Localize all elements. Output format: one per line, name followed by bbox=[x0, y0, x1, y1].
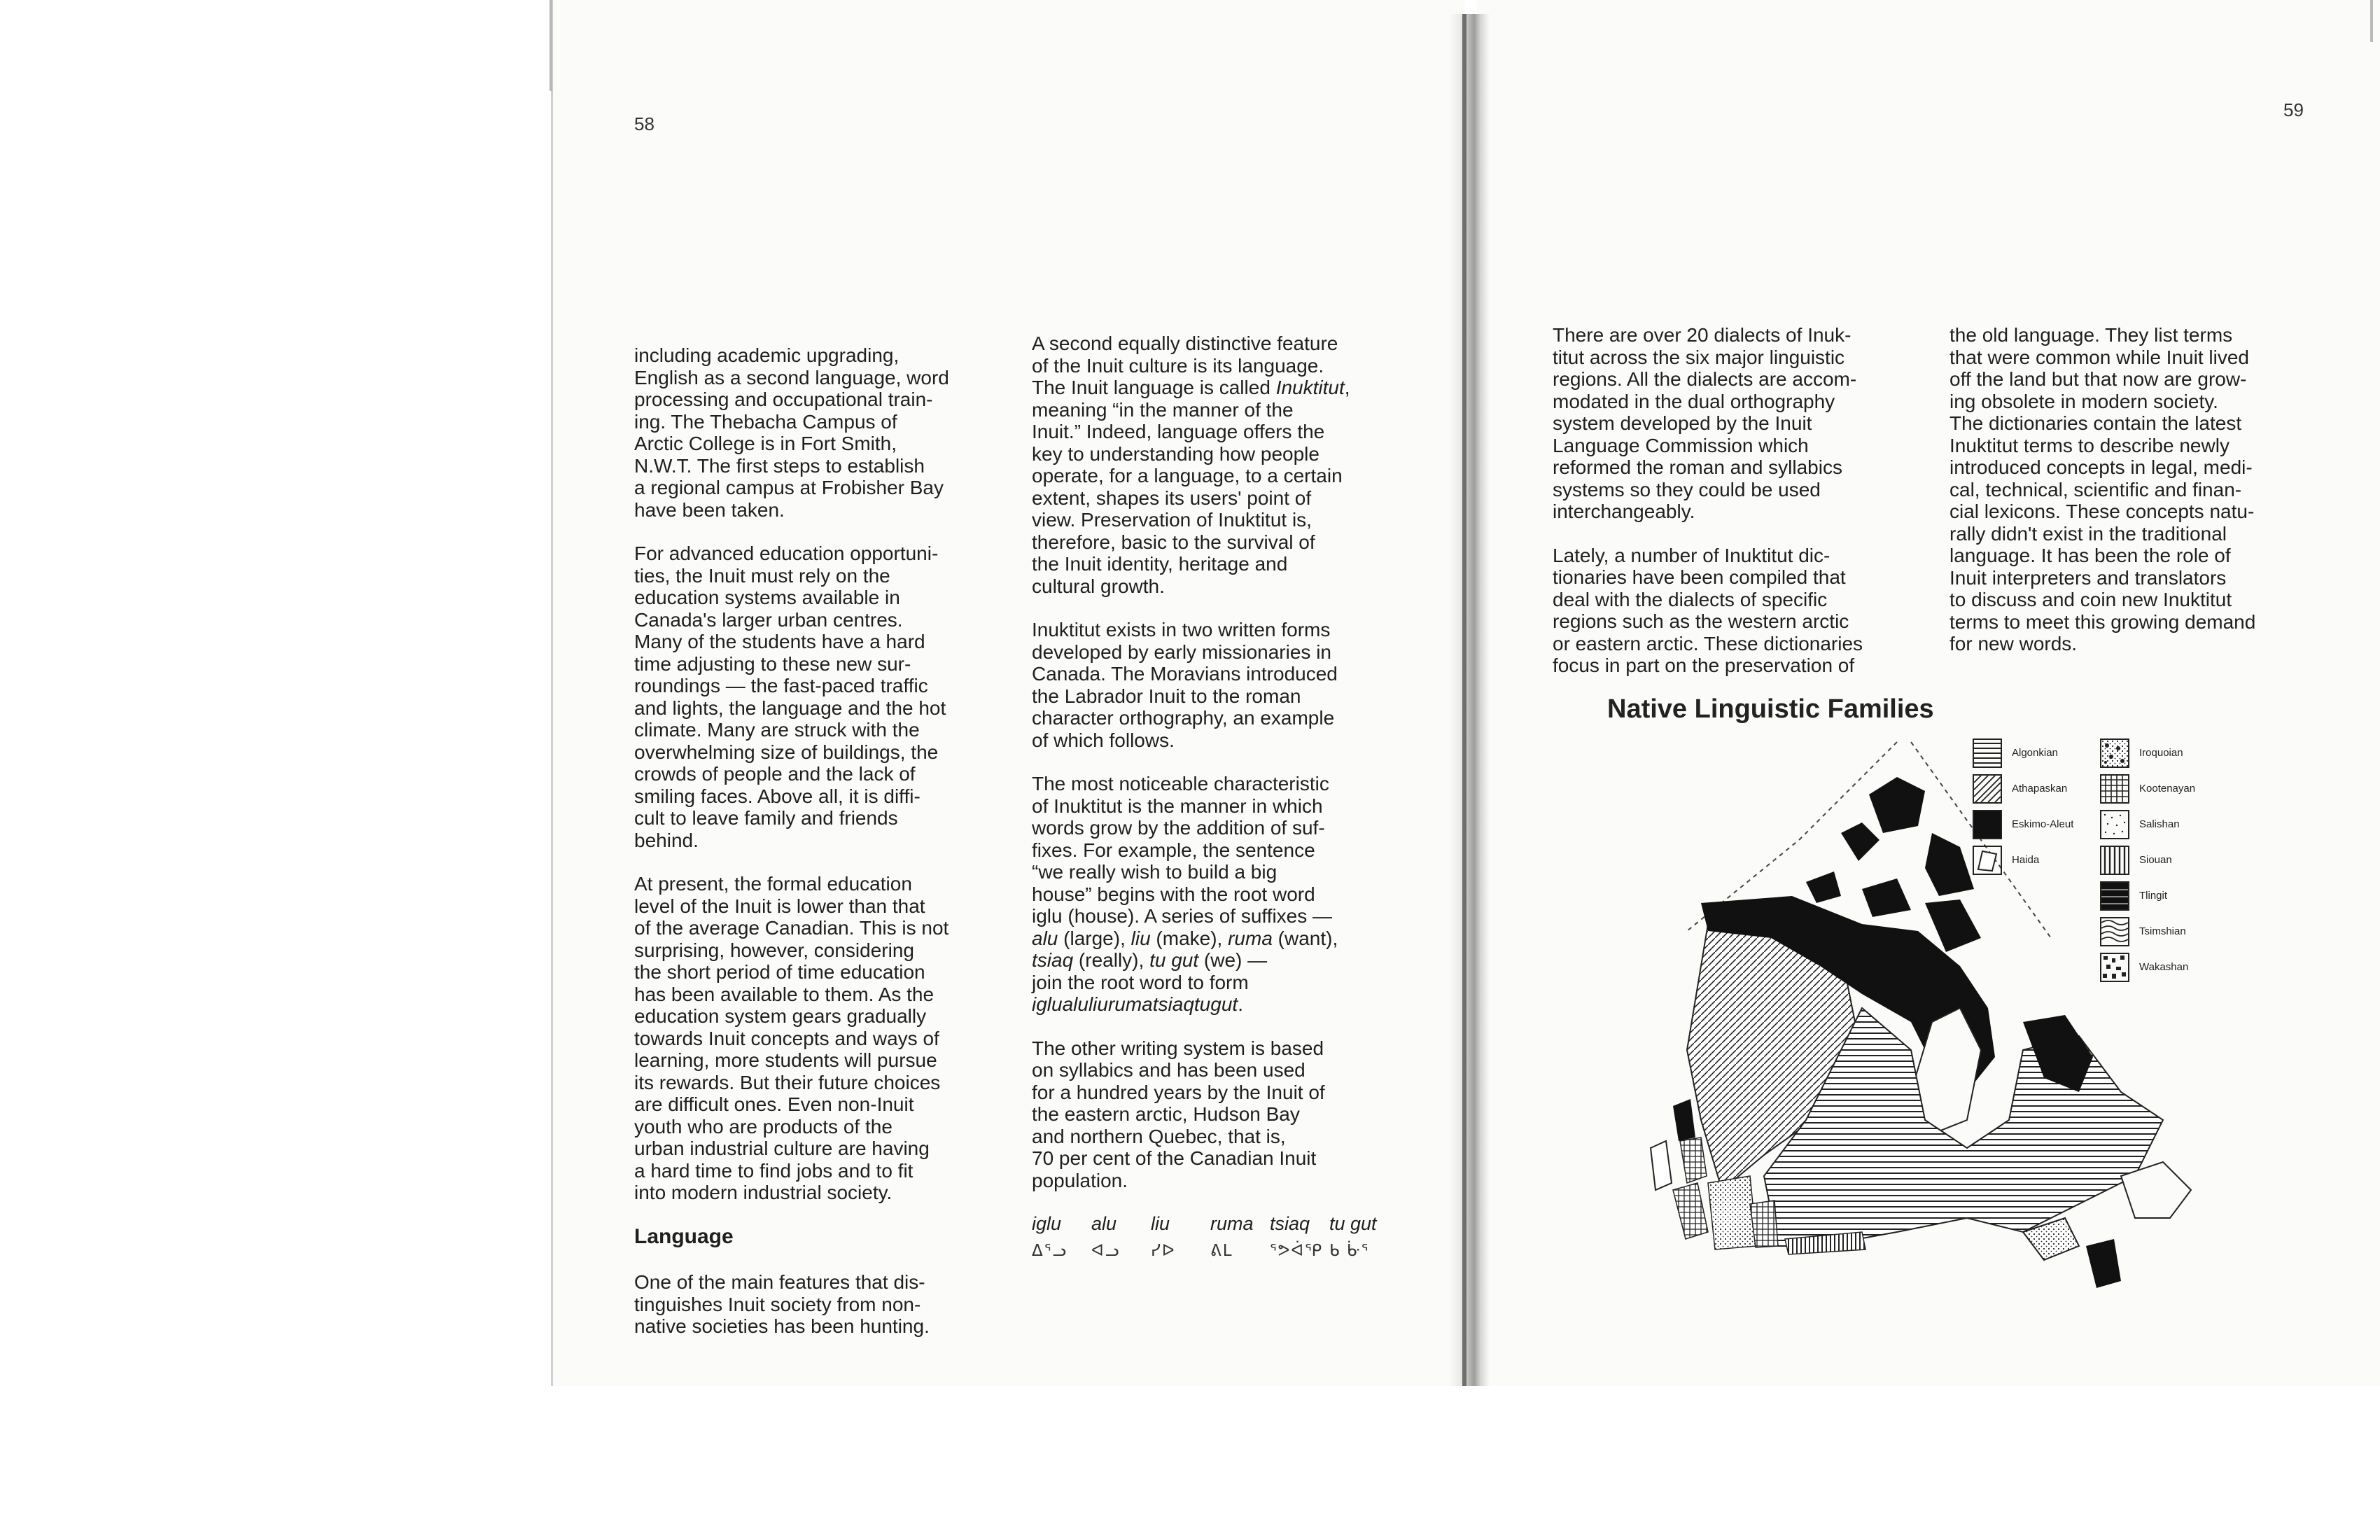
roman-orthography-example bbox=[1032, 1213, 1389, 1236]
legend-item-tsimshian: Tsimshian bbox=[2100, 913, 2195, 949]
map-region-kootenayan bbox=[1750, 1200, 1778, 1247]
syllabic-word: ᑲ ᒁᕐ bbox=[1329, 1240, 1370, 1259]
left-page-column-1 bbox=[634, 344, 984, 1359]
map-region-salishan bbox=[1708, 1176, 1757, 1250]
legend-item-athapaskan: Athapaskan bbox=[1973, 771, 2073, 806]
syllabic-word: ᐊᓗ bbox=[1091, 1240, 1121, 1259]
paragraph-inuktitut-intro: A second equally distinctive feature of the Inuit culture is its language. The Inuit language is called Inuktitut, meaning “in the manner of the Inuit.” Indeed, language offers the key to understanding how people operate, for a language, to a certain extent, shapes its users' point of view. Preservation of Inuktitut is, therefore, basic to the survival of the Inuit identity, heritage and cultural growth. bbox=[1032, 332, 1350, 597]
map-region-tlingit bbox=[1673, 1099, 1695, 1141]
legend-item-wakashan: Wakashan bbox=[2100, 949, 2195, 985]
scan-edge-mark bbox=[550, 0, 552, 91]
book-gutter-line bbox=[1462, 14, 1466, 1386]
map-region-tsimshian bbox=[1680, 1138, 1707, 1183]
roman-word: liu bbox=[1151, 1213, 1170, 1234]
page-number-58: 58 bbox=[634, 113, 654, 134]
paragraph: For advanced education opportuni- ties, the Inuit must rely on the education systems available in Canada's larger urban centres. Many of the students have a hard time adjusting to these new sur- roundings — the fast-paced traffic and lights, the language and the hot climate. Many are struck with the overwhelming size of buildings, the crowds of people and the lack of smiling faces. Above all, it is diffi- cult to leave family and friends behind. bbox=[634, 542, 946, 851]
paragraph: Inuktitut exists in two written forms developed by early missionaries in Canada. The Moravians introduced the Labrador Inuit to the roman character orthography, an example of which follows. bbox=[1032, 619, 1338, 751]
mottled-swatch bbox=[2100, 953, 2129, 982]
scan-edge-mark bbox=[2370, 0, 2373, 42]
arctic-island bbox=[1925, 833, 1974, 896]
roman-word: alu bbox=[1091, 1213, 1117, 1234]
syllabic-orthography-example bbox=[1032, 1240, 1389, 1262]
paragraph: Lately, a number of Inuktitut dic- tionaries have been compiled that deal with the dialects of specific regions such as the western arctic or eastern arctic. These dictionaries focus in part on the preservation of bbox=[1553, 544, 1863, 676]
map-legend-left bbox=[1973, 735, 2073, 878]
paragraph: including academic upgrading, English as a second language, word processing and occupational train- ing. The Thebacha Campus of Arctic College is in Fort Smith, N.W.T. The first steps to establish a regional campus at Frobisher Bay have been taken. bbox=[634, 344, 949, 521]
map-region-wakashan bbox=[1673, 1183, 1708, 1239]
roman-word: tsiaq bbox=[1270, 1213, 1310, 1234]
grid-swatch bbox=[2100, 774, 2129, 804]
paragraph: the old language. They list terms that were common while Inuit lived off the land but that now are grow- ing obsolete in modern society. The dictionaries contain the latest Inuktitut terms to describe newly introduced concepts in legal, medi- cal, technical, scientific and finan- cial lexicons. These concepts natu- rally didn't exist in the traditional language. It has been the role of Inuit interpreters and translators to discuss and coin new Inuktitut terms to meet this growing demand for new words. bbox=[1949, 324, 2256, 654]
horizontal-lines-swatch bbox=[1973, 738, 2002, 768]
syllabic-word: ᕐᕗᐋᕿ bbox=[1270, 1240, 1324, 1259]
solid-black-swatch bbox=[1973, 810, 2002, 839]
right-page-column-1 bbox=[1553, 324, 1903, 699]
book-gutter-shadow bbox=[1449, 14, 1490, 1386]
arctic-island bbox=[1862, 878, 1911, 917]
figure-title: Native Linguistic Families bbox=[1607, 694, 1934, 724]
left-page-column-2 bbox=[1032, 332, 1382, 1261]
legend-item-tlingit: Tlingit bbox=[2100, 878, 2195, 913]
page-number-59: 59 bbox=[2283, 99, 2304, 120]
syllabic-word: ᕕᒪ bbox=[1210, 1240, 1233, 1259]
paragraph: At present, the formal education level of the Inuit is lower than that of the average Canadian. This is not surprising, however, considering the short period of time education has been available to them. As the education system gears gradually towards Inuit concepts and ways of learning, more students will pursue its rewards. But their future choices are difficult ones. Even non-Inuit youth who are products of the urban industrial culture are having a hard time to find jobs and to fit into modern industrial society. bbox=[634, 873, 949, 1203]
legend-item-algonkian: Algonkian bbox=[1973, 735, 2073, 771]
syllabic-word: ᐃᕐᓗ bbox=[1032, 1240, 1068, 1259]
right-page-column-2 bbox=[1949, 324, 2300, 677]
wavy-lines-swatch bbox=[2100, 917, 2129, 946]
section-heading-language: Language bbox=[634, 1224, 734, 1248]
arctic-island bbox=[1841, 822, 1879, 861]
paragraph: One of the main features that dis- tinguishes Inuit society from non- native societies has been hunting. bbox=[634, 1271, 930, 1337]
paragraph: The other writing system is based on syllabics and has been used for a hundred years by the Inuit of the eastern arctic, Hudson Bay and northern Quebec, that is, 70 per cent of the Canadian Inuit population. bbox=[1032, 1037, 1325, 1191]
dense-dots-swatch bbox=[2100, 738, 2129, 768]
paragraph: There are over 20 dialects of Inuk- titut across the six major linguistic regions. All the dialects are accom- modated in the dual orthography system developed by the Inuit Language Commission which reformed the roman and syllabics systems so they could be used interchangeably. bbox=[1553, 324, 1857, 522]
legend-item-iroquoian: Iroquoian bbox=[2100, 735, 2195, 771]
outline-swatch bbox=[1973, 846, 2002, 875]
map-legend-right bbox=[2100, 735, 2195, 985]
legend-item-haida: Haida bbox=[1973, 842, 2073, 878]
roman-word: ruma bbox=[1210, 1213, 1254, 1234]
diagonal-lines-swatch bbox=[1973, 774, 2002, 804]
arctic-island bbox=[1869, 777, 1925, 833]
syllabic-word: ᓯᐅ bbox=[1151, 1240, 1176, 1259]
maritimes bbox=[2086, 1239, 2121, 1288]
roman-word: tu gut bbox=[1329, 1213, 1377, 1234]
dark-lines-swatch bbox=[2100, 881, 2129, 911]
legend-item-siouan: Siouan bbox=[2100, 842, 2195, 878]
legend-item-kootenayan: Kootenayan bbox=[2100, 771, 2195, 806]
paragraph-suffixes: The most noticeable characteristic of Inuktitut is the manner in which words grow by the addition of suf- fixes. For example, the sentence “we really wish to build a big house” begins with the root word iglu (house). A series of suffixes — alu (large), liu (make), ruma (want), tsiaq (really), tu gut (we) — join the root word to form iglualuliurumatsiaqtugut. bbox=[1032, 773, 1338, 1015]
arctic-island bbox=[1806, 872, 1841, 903]
legend-item-eskimo-aleut: Eskimo-Aleut bbox=[1973, 806, 2073, 842]
legend-item-salishan: Salishan bbox=[2100, 806, 2195, 842]
vertical-lines-swatch bbox=[2100, 846, 2129, 875]
roman-word: iglu bbox=[1032, 1213, 1062, 1234]
light-dots-swatch bbox=[2100, 810, 2129, 839]
map-region-haida bbox=[1651, 1141, 1672, 1190]
